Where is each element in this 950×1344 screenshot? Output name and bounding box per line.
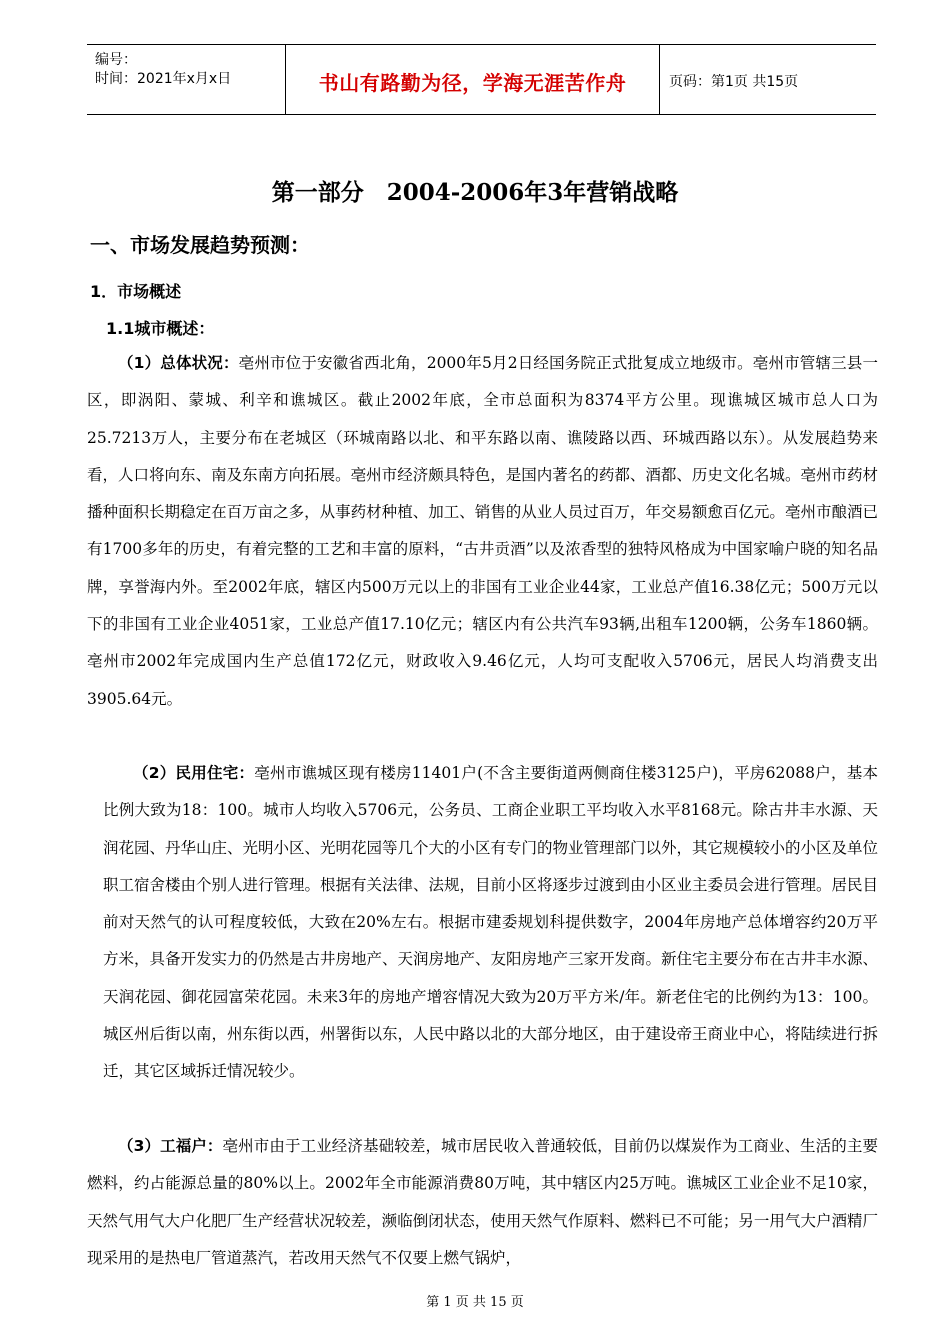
subsection-heading: 1．市场概述 [90, 282, 182, 301]
paragraph-body: 亳州市谯城区现有楼房11401户(不含主要街道两侧商住楼3125户)，平房62088户，基本比例大致为18：100。城市人均收入5706元，公务员、工商企业职工平均收入水平8168元。除古井丰水源、天润花园、丹华山庄、光明小区、光明花园等几个大的小区有专门的物业管理部门以外，其它规模较小的小区及单位职工宿舍楼由个别人进行管理。根据有关法律、法规，目前小区将逐步过渡到由小区业主委员会进行管理。居民目前对天然气的认可程度较低，大致在20%左右。根据市建委规划科提供数字，2004年房地产总体增容约20万平方米，具备开发实力的仍然是古井房地产、天润房地产、友阳房地产三家开发商。新住宅主要分布在古井丰水源、天润花园、御花园富荣花园。未来3年的房地产增容情况大致为20万平方米/年。新老住宅的比例约为13：100。城区州后街以南，州东街以西，州署街以东，人民中路以北的大部分地区，由于建设帝王商业中心，将陆续进行拆迁，其它区域拆迁情况较少。 [103, 764, 879, 1081]
sub-subsection-heading: 1.1城市概述： [106, 319, 215, 338]
paragraph-residential [87, 755, 878, 1091]
document-time-label: 时间：2021年x月x日 [95, 71, 232, 87]
section-heading: 一、市场发展趋势预测： [90, 233, 310, 257]
document-title: 第一部分 2004-2006年3年营销战略 [271, 179, 679, 206]
page-footer: 第 1 页 共 15 页 [426, 1295, 524, 1310]
header-motto: 书山有路勤为径，学海无涯苦作舟 [318, 71, 627, 95]
paragraph-body: 亳州市位于安徽省西北角，2000年5月2日经国务院正式批复成立地级市。亳州市管辖三县一区，即涡阳、蒙城、利辛和谯城区。截止2002年底，全市总面积为8374平方公里。现谯城区城市总人口为25.7213万人，主要分布在老城区（环城南路以北、和平东路以南、谯陵路以西、环城西路以东）。从发展趋势来看，人口将向东、南及东南方向拓展。亳州市经济颇具特色，是国内著名的药都、酒都、历史文化名城。亳州市药材播种面积长期稳定在百万亩之多，从事药材种植、加工、销售的从业人员过百万，年交易额愈百亿元。亳州市酿酒已有1700多年的历史，有着完整的工艺和丰富的原料，“古井贡酒”以及浓香型的独特风格成为中国家喻户晓的知名品牌，享誉海内外。至2002年底，辖区内500万元以上的非国有工业企业44家，工业总产值16.38亿元；500万元以下的非国有工业企业4051家，工业总产值17.10亿元；辖区内有公共汽车93辆,出租车1200辆，公务车1860辆。亳州市2002年完成国内生产总值172亿元，财政收入9.46亿元，人均可支配收入5706元，居民人均消费支出3905.64元。 [87, 354, 878, 708]
document-header [87, 44, 876, 115]
paragraph-overall-status [87, 345, 878, 718]
document-number-label: 编号： [95, 52, 137, 68]
paragraph-lead: （2）民用住宅： [133, 764, 255, 782]
paragraph-industrial-users [87, 1128, 878, 1277]
header-page-number: 页码：第1页 共15页 [669, 74, 799, 90]
paragraph-lead: （1）总体状况： [118, 354, 239, 372]
header-meta [95, 51, 231, 89]
paragraph-lead: （3）工福户： [118, 1137, 223, 1155]
header-divider [659, 45, 660, 114]
paragraph-body: 亳州市由于工业经济基础较差，城市居民收入普通较低，目前仍以煤炭作为工商业、生活的主要燃料，约占能源总量的80%以上。2002年全市能源消费80万吨，其中辖区内25万吨。谯城区工业企业不足10家，天然气用气大户化肥厂生产经营状况较差，濒临倒闭状态，使用天然气作原料、燃料已不可能；另一用气大户酒精厂现采用的是热电厂管道蒸汽，若改用天然气不仅要上燃气锅炉， [87, 1137, 878, 1267]
